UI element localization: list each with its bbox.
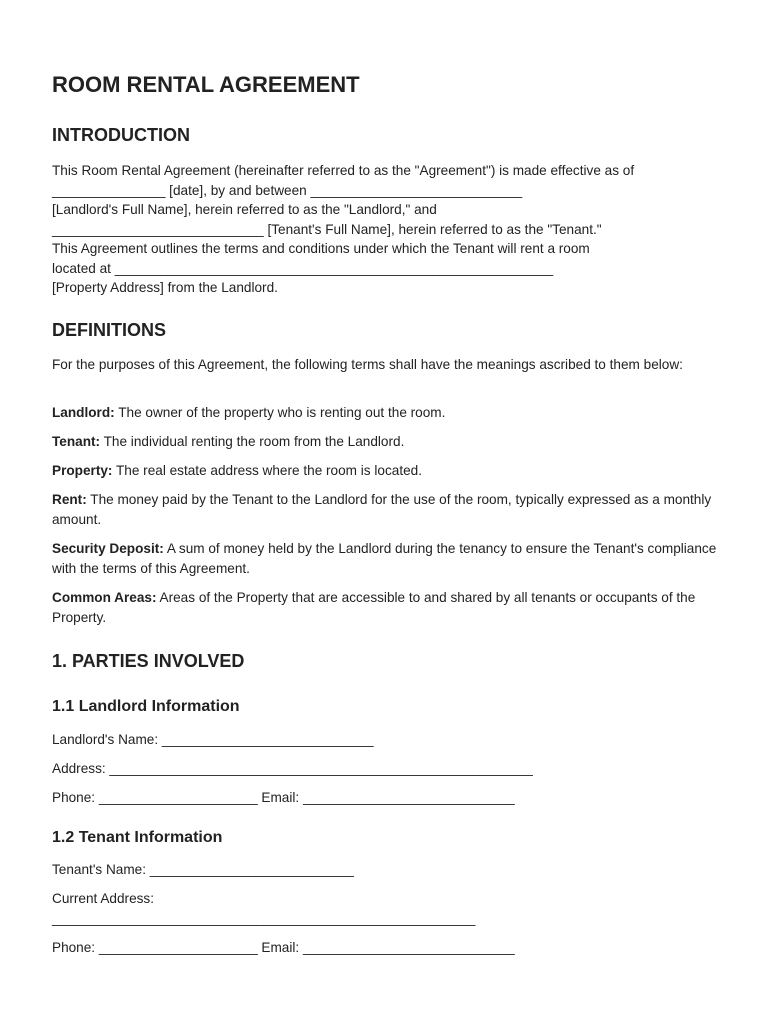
- tenant-name-field: Tenant's Name: ___________________________: [52, 862, 354, 877]
- definition-text: The money paid by the Tenant to the Landlord for the use of the room, typically expressed as a monthly amount.: [52, 492, 712, 527]
- definition-tenant: [52, 432, 732, 452]
- introduction-paragraph: [52, 161, 732, 298]
- definition-term: Property:: [52, 463, 113, 478]
- definitions-heading: DEFINITIONS: [52, 320, 167, 340]
- definition-text: Areas of the Property that are accessible to and shared by all tenants or occupants of the Property.: [52, 590, 696, 625]
- landlord-name-field: Landlord's Name: ____________________________: [52, 732, 374, 747]
- introduction-line: This Agreement outlines the terms and conditions under which the Tenant will rent a room: [52, 241, 590, 256]
- tenant-info-heading: 1.2 Tenant Information: [52, 829, 223, 846]
- definition-rent: [52, 490, 732, 529]
- introduction-line: located at __________________________________________________________: [52, 260, 554, 276]
- definition-security-deposit: [52, 539, 732, 578]
- definition-common-areas: [52, 588, 732, 627]
- document-title: ROOM RENTAL AGREEMENT: [52, 72, 360, 97]
- definition-term: Tenant:: [52, 434, 101, 449]
- definition-text: The real estate address where the room is located.: [112, 463, 422, 478]
- definition-property: [52, 461, 732, 481]
- introduction-line: [Property Address] from the Landlord.: [52, 280, 278, 295]
- definition-term: Security Deposit:: [52, 541, 164, 556]
- definitions-intro: For the purposes of this Agreement, the following terms shall have the meanings ascribed to them below:: [52, 357, 683, 372]
- introduction-line: This Room Rental Agreement (hereinafter referred to as the "Agreement") is made effective as of: [52, 163, 635, 178]
- introduction-heading: INTRODUCTION: [52, 125, 190, 145]
- definition-text: The individual renting the room from the Landlord.: [100, 434, 405, 449]
- landlord-address-field: Address: ________________________________________________________: [52, 761, 533, 776]
- definition-text: A sum of money held by the Landlord during the tenancy to ensure the Tenant's compliance with the terms of this Agreement.: [52, 541, 717, 576]
- definition-term: Landlord:: [52, 405, 115, 420]
- introduction-line: ____________________________ [Tenant's Full Name], herein referred to as the "Tenant.": [52, 221, 602, 237]
- tenant-address-label: Current Address:: [52, 891, 154, 906]
- tenant-address-field: ________________________________________________________: [52, 911, 476, 926]
- definition-term: Rent:: [52, 492, 87, 507]
- introduction-line: [Landlord's Full Name], herein referred to as the "Landlord," and: [52, 202, 437, 217]
- landlord-info-heading: 1.1 Landlord Information: [52, 698, 240, 715]
- definition-text: The owner of the property who is renting out the room.: [114, 405, 446, 420]
- definition-term: Common Areas:: [52, 590, 157, 605]
- definition-landlord: [52, 403, 732, 423]
- landlord-contact-field: Phone: _____________________ Email: ____________________________: [52, 790, 515, 805]
- parties-heading: 1. PARTIES INVOLVED: [52, 651, 245, 671]
- introduction-line: _______________ [date], by and between ____________________________: [52, 182, 523, 198]
- tenant-contact-field: Phone: _____________________ Email: ____________________________: [52, 940, 515, 955]
